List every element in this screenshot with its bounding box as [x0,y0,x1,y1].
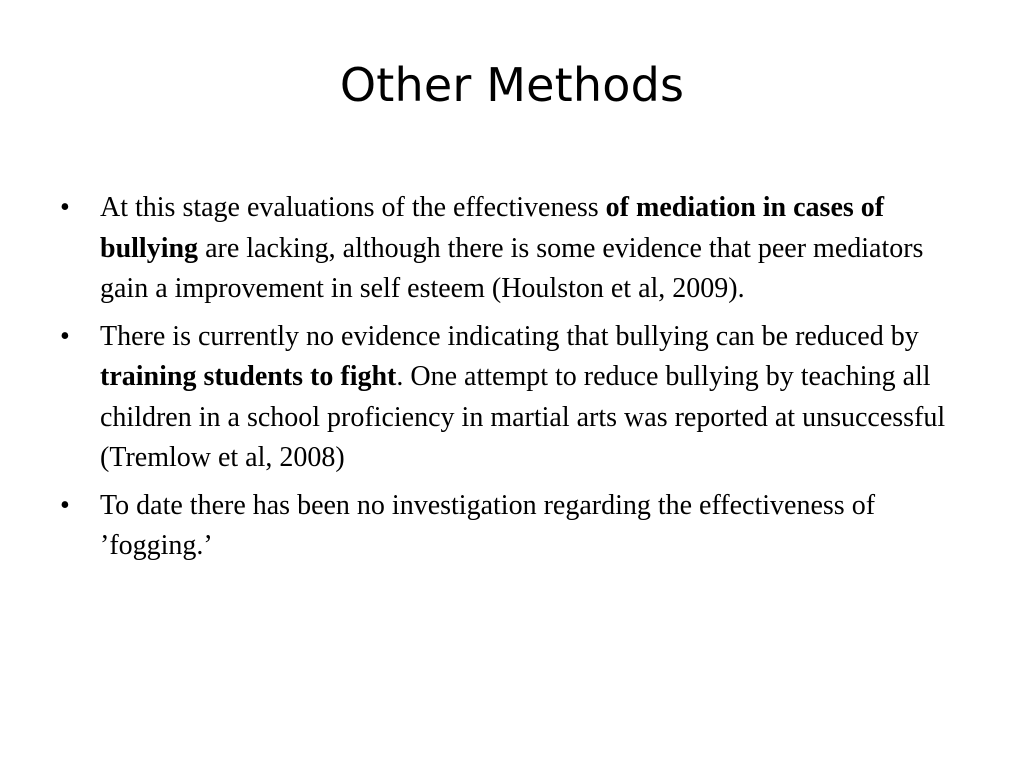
bullet-item-fogging [60,486,970,567]
bullet-text [100,321,945,474]
bullet-text [100,192,923,304]
bullet-text-part: At this stage evaluations of the effectiveness [100,192,606,223]
bullet-text-part: . One attempt to reduce bullying by teaching all children in a school proficiency in martial arts was reported at unsuccessful (Tremlow et al, 2008) [100,361,946,473]
bullet-text-part: There is currently no evidence indicating that bullying can be reduced by [100,320,919,352]
bullet-icon: • [60,192,70,223]
bullet-text-part: To date there has been no investigation regarding the effectiveness of ’fogging.’ [100,489,876,561]
bullet-bold-phrase: training students to fight [100,361,397,392]
bullet-icon: • [60,489,70,521]
bullet-item-fight-training [60,317,970,479]
bullet-text-part: are lacking, although there is some evidence that peer mediators gain a improvement in self esteem (Houlston et al, 2009). [100,232,924,304]
bullet-icon: • [60,320,70,352]
bullet-text [100,490,875,562]
bullet-list [60,188,970,574]
slide-title: Other Methods [339,58,685,112]
bullet-item-mediation [60,188,970,310]
bullet-bold-phrase: of mediation in cases of bullying [100,192,885,264]
